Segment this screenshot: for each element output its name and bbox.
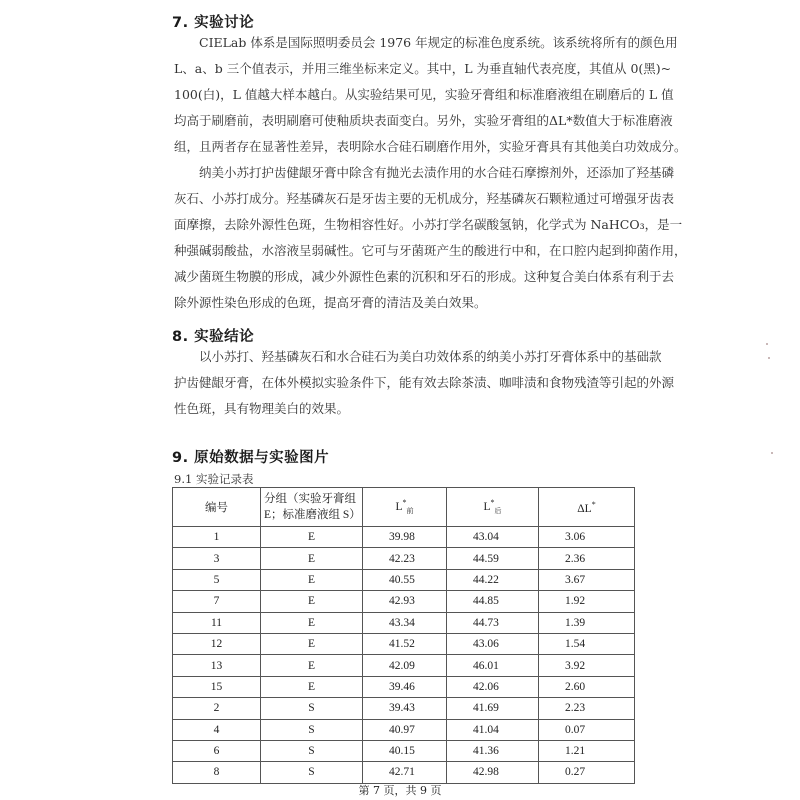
cell-id: 4	[173, 719, 261, 740]
paragraph-line: 除外源性染色形成的色斑，提高牙膏的清洁及美白效果。	[174, 295, 487, 310]
paragraph-line: 减少菌斑生物膜的形成，减少外源性色素的沉积和牙石的形成。这种复合美白体系有利于去	[174, 269, 675, 284]
cell-l-after: 43.06	[447, 633, 539, 654]
cell-group: S	[261, 740, 363, 761]
table-row	[173, 719, 635, 740]
cell-l-before: 42.71	[363, 762, 447, 783]
cell-delta-l: 0.07	[539, 719, 635, 740]
paragraph-line: CIELab 体系是国际照明委员会 1976 年规定的标准色度系统。该系统将所有的颜色用	[199, 35, 678, 50]
cell-delta-l: 3.92	[539, 655, 635, 676]
cell-l-after: 44.85	[447, 591, 539, 612]
table-caption: 9.1 实验记录表	[174, 472, 254, 486]
cell-id: 11	[173, 612, 261, 633]
cell-group: E	[261, 655, 363, 676]
scan-speck	[766, 343, 768, 345]
cell-delta-l: 3.06	[539, 527, 635, 548]
cell-l-after: 44.59	[447, 548, 539, 569]
cell-group: S	[261, 762, 363, 783]
cell-l-before: 42.23	[363, 548, 447, 569]
cell-l-before: 42.09	[363, 655, 447, 676]
cell-l-after: 43.04	[447, 527, 539, 548]
discussion-paragraph-2	[174, 160, 687, 316]
cell-delta-l: 1.39	[539, 612, 635, 633]
table-body	[173, 527, 635, 784]
header-group-line: 分组（实验牙膏组	[264, 493, 356, 505]
cell-l-before: 43.34	[363, 612, 447, 633]
cell-l-after: 41.36	[447, 740, 539, 761]
table-header-row	[173, 488, 635, 527]
cell-group: E	[261, 676, 363, 697]
table-row	[173, 612, 635, 633]
cell-group: E	[261, 612, 363, 633]
cell-delta-l: 1.92	[539, 591, 635, 612]
cell-id: 12	[173, 633, 261, 654]
cell-delta-l: 0.27	[539, 762, 635, 783]
cell-delta-l: 1.54	[539, 633, 635, 654]
header-id: 编号	[173, 488, 261, 527]
section-heading-raw-data: 9. 原始数据与实验图片	[172, 450, 330, 466]
paragraph-line: 纳美小苏打护齿健龈牙膏中除含有抛光去渍作用的水合硅石摩擦剂外，还添加了羟基磷	[199, 165, 675, 180]
conclusion-paragraph	[174, 344, 675, 422]
paragraph-line: 面摩擦，去除外源性色斑，生物相容性好。小苏打学名碳酸氢钠，化学式为 NaHCO₃，是一	[174, 217, 683, 232]
cell-delta-l: 3.67	[539, 569, 635, 590]
paragraph-line: 灰石、小苏打成分。羟基磷灰石是牙齿主要的无机成分，羟基磷灰石颗粒通过可增强牙齿表	[174, 191, 675, 206]
cell-l-before: 40.15	[363, 740, 447, 761]
section-heading-discussion: 7. 实验讨论	[172, 15, 255, 31]
table-row	[173, 633, 635, 654]
cell-l-after: 46.01	[447, 655, 539, 676]
cell-l-before: 40.97	[363, 719, 447, 740]
table-row	[173, 548, 635, 569]
header-l-before: $L^*_前$	[363, 488, 447, 527]
cell-l-before: 42.93	[363, 591, 447, 612]
cell-id: 8	[173, 762, 261, 783]
page-footer: 第 7 页，共 9 页	[358, 784, 442, 797]
cell-group: E	[261, 569, 363, 590]
header-l-after: $L^*_后$	[447, 488, 539, 527]
cell-l-after: 44.73	[447, 612, 539, 633]
cell-delta-l: 2.36	[539, 548, 635, 569]
cell-id: 15	[173, 676, 261, 697]
cell-group: E	[261, 548, 363, 569]
cell-group: E	[261, 633, 363, 654]
table-row	[173, 591, 635, 612]
paragraph-line: 护齿健龈牙膏，在体外模拟实验条件下，能有效去除茶渍、咖啡渍和食物残渣等引起的外源	[174, 375, 675, 390]
header-delta-l: ΔL*	[539, 488, 635, 527]
table-row	[173, 698, 635, 719]
table-row	[173, 676, 635, 697]
cell-l-after: 44.22	[447, 569, 539, 590]
scan-speck	[771, 452, 773, 454]
scan-speck	[768, 357, 770, 359]
paragraph-line: 组，且两者存在显著性差异，表明除水合硅石刷磨作用外，实验牙膏具有其他美白功效成分。	[174, 139, 687, 154]
cell-l-after: 42.06	[447, 676, 539, 697]
cell-l-before: 40.55	[363, 569, 447, 590]
paragraph-line: 100(白)，L 值越大样本越白。从实验结果可见，实验牙膏组和标准磨液组在刷磨后的 L 值	[174, 87, 674, 102]
cell-id: 13	[173, 655, 261, 676]
paragraph-line: 以小苏打、羟基磷灰石和水合硅石为美白功效体系的纳美小苏打牙膏体系中的基础款	[199, 349, 662, 364]
paragraph-line: 种强碱弱酸盐，水溶液呈弱碱性。它可与牙菌斑产生的酸进行中和，在口腔内起到抑菌作用，	[174, 243, 687, 258]
table-row	[173, 569, 635, 590]
cell-id: 7	[173, 591, 261, 612]
paragraph-line: L、a、b 三个值表示，并用三维坐标来定义。其中，L 为垂直轴代表亮度，其值从 0(黑)~	[174, 61, 672, 76]
cell-l-after: 41.04	[447, 719, 539, 740]
paragraph-line: 性色斑，具有物理美白的效果。	[174, 401, 350, 416]
cell-group: S	[261, 698, 363, 719]
cell-id: 3	[173, 548, 261, 569]
discussion-paragraph-1	[174, 30, 687, 160]
cell-l-before: 39.98	[363, 527, 447, 548]
table-row	[173, 655, 635, 676]
cell-l-after: 41.69	[447, 698, 539, 719]
cell-delta-l: 2.60	[539, 676, 635, 697]
cell-delta-l: 1.21	[539, 740, 635, 761]
cell-group: S	[261, 719, 363, 740]
table-row	[173, 740, 635, 761]
cell-l-after: 42.98	[447, 762, 539, 783]
cell-delta-l: 2.23	[539, 698, 635, 719]
paragraph-line: 均高于刷磨前，表明刷磨可使釉质块表面变白。另外，实验牙膏组的ΔL*数值大于标准磨液	[174, 113, 673, 128]
cell-group: E	[261, 527, 363, 548]
table-row	[173, 527, 635, 548]
cell-id: 5	[173, 569, 261, 590]
cell-l-before: 39.43	[363, 698, 447, 719]
cell-l-before: 41.52	[363, 633, 447, 654]
section-heading-conclusion: 8. 实验结论	[172, 329, 255, 345]
cell-id: 6	[173, 740, 261, 761]
cell-id: 2	[173, 698, 261, 719]
cell-id: 1	[173, 527, 261, 548]
header-group-line: E；标准磨液组 S）	[264, 509, 361, 521]
experiment-record-table	[172, 487, 635, 784]
cell-l-before: 39.46	[363, 676, 447, 697]
header-group	[261, 488, 363, 527]
cell-group: E	[261, 591, 363, 612]
table-row	[173, 762, 635, 783]
